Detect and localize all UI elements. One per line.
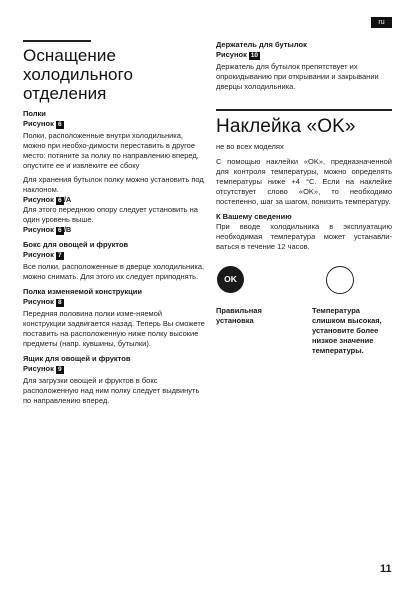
info-text: При вводе холодильника в эксплуатацию необходимая температура может устанавли-ваться в течение 12 часов. (216, 222, 392, 251)
ok-indicator-row (216, 266, 392, 306)
language-badge: ru (371, 17, 392, 28)
ok-sticker-note: не во всех моделях (216, 142, 284, 151)
variable-shelf-heading: Полка изменяемой конструкции (23, 287, 142, 296)
figure-number-badge: 6 (56, 197, 64, 205)
shelves-support-text: Для этого переднюю опору следует установить на один уровень выше. (23, 205, 198, 224)
figure-number-badge: 6 (56, 227, 64, 235)
veg-drawer-text: Для загрузки овощей и фруктов в бокс расположенную над ним полку следует выдвинуть по направлению вперед. (23, 376, 200, 405)
bottle-holder-heading: Держатель для бутылок (216, 40, 307, 49)
shelves-figure-b-ref: Рисунок 6 /B (23, 225, 72, 234)
ok-symbol-empty-icon (326, 266, 354, 294)
left-column (23, 40, 205, 406)
ok-symbol-filled-icon: OK (217, 266, 244, 293)
figure-number-badge: 10 (250, 52, 258, 59)
caption-correct-setting: Правильная установка (216, 306, 262, 325)
info-heading: К Вашему сведению (216, 212, 292, 221)
shelves-tilt-text: Для хранения бутылок полку можно установить под наклоном. (23, 175, 204, 194)
ok-captions (216, 306, 392, 376)
veg-drawer-heading: Ящик для овощей и фруктов (23, 354, 131, 363)
figure-number-badge: 6 (56, 121, 64, 129)
door-box-heading: Бокс для овощей и фруктов (23, 240, 129, 249)
bottle-holder-figure-ref: Рисунок 10 (216, 50, 258, 59)
shelves-figure-ref: Рисунок 6 (23, 119, 205, 129)
variable-shelf-text: Передняя половина полки изме-няемой конструкции задвигается назад. Теперь Вы сможете поставить на расположенную ниже полку высокие предметы (напр. кувшины, бутылки). (23, 309, 205, 348)
caption-too-warm: Температура слишком высокая, установите более низкое значение температуры. (312, 306, 382, 355)
figure-number-badge: 7 (56, 252, 64, 260)
figure-number-badge: 8 (56, 299, 64, 307)
right-column (216, 40, 392, 376)
door-box-figure-ref: Рисунок 7 (23, 250, 205, 260)
bottle-holder-text: Держатель для бутылок препятствует их опрокидыванию при открывании и закрывании дверцы холодильника. (216, 62, 379, 91)
variable-shelf-figure-ref: Рисунок 8 (23, 297, 205, 307)
shelves-text: Полки, расположенные внутри холодильника, можно при необхо-димости переставить в другое место: потяните за полку по направлению вперед, опустите ее и извлеките ее сбоку (23, 131, 199, 170)
door-box-text: Все полки, расположенные в дверце холодильника, можно снимать. Для этого их следует приподнять. (23, 262, 205, 281)
ok-sticker-text: С помощью наклейки «OK», предназначенной для контроля температуры, можно определять температуры ниже +4 °C. Если на наклейке отсутствует слово «OK», то необходимо постепенно, шаг за шагом, понизить температуру. (216, 157, 392, 206)
ok-sticker-title: Наклейка «OK» (216, 116, 356, 137)
veg-drawer-figure-ref: Рисунок 9 (23, 364, 205, 374)
shelves-figure-a-ref: Рисунок 6 /A (23, 195, 72, 204)
shelves-heading: Полки (23, 109, 46, 118)
section-title-fridge-equipment: Оснащение холодильного отделения (23, 46, 134, 103)
page-number: 11 (380, 563, 392, 575)
figure-number-badge: 9 (56, 366, 64, 374)
